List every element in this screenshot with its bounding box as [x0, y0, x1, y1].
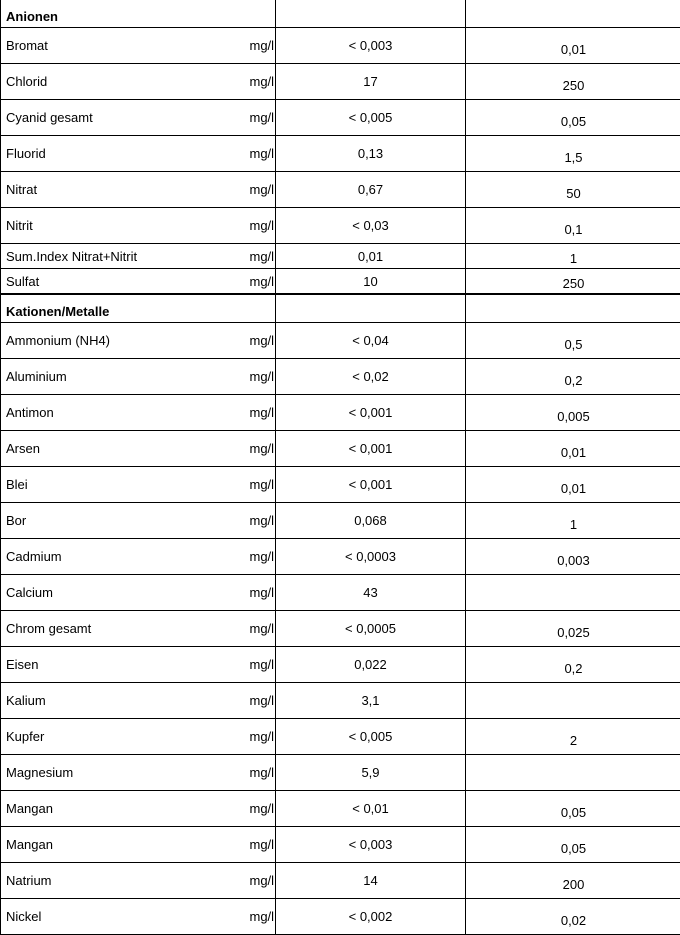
limit-value: 250	[466, 64, 680, 100]
limit-value: 1	[466, 244, 680, 269]
parameter-name: Mangan	[1, 827, 245, 863]
measured-value: < 0,003	[276, 827, 466, 863]
limit-value: 50	[466, 172, 680, 208]
measured-value: < 0,005	[276, 719, 466, 755]
section-empty-cell	[466, 0, 680, 28]
table-row	[1, 64, 680, 100]
measured-value: 0,01	[276, 244, 466, 269]
limit-value: 0,5	[466, 323, 680, 359]
table-row	[1, 395, 680, 431]
measured-value: < 0,003	[276, 28, 466, 64]
measured-value: < 0,0003	[276, 539, 466, 575]
measured-value: 3,1	[276, 683, 466, 719]
table-row	[1, 269, 680, 295]
section-title: Anionen	[1, 0, 276, 28]
table-row	[1, 431, 680, 467]
limit-value	[466, 575, 680, 611]
limit-value: 0,01	[466, 467, 680, 503]
table-row	[1, 539, 680, 575]
measured-value: 0,67	[276, 172, 466, 208]
limit-value: 0,003	[466, 539, 680, 575]
unit-cell: mg/l	[245, 28, 276, 64]
parameter-name: Aluminium	[1, 359, 245, 395]
section-empty-cell	[466, 294, 680, 323]
parameter-name: Blei	[1, 467, 245, 503]
unit-cell: mg/l	[245, 539, 276, 575]
limit-value: 0,01	[466, 28, 680, 64]
limit-value: 0,02	[466, 899, 680, 935]
parameter-name: Chrom gesamt	[1, 611, 245, 647]
section-empty-cell	[276, 294, 466, 323]
limit-value: 0,01	[466, 431, 680, 467]
measured-value: 5,9	[276, 755, 466, 791]
unit-cell: mg/l	[245, 100, 276, 136]
measured-value: 0,022	[276, 647, 466, 683]
limit-value: 0,025	[466, 611, 680, 647]
table-row	[1, 208, 680, 244]
limit-value: 0,1	[466, 208, 680, 244]
unit-cell: mg/l	[245, 323, 276, 359]
unit-cell: mg/l	[245, 683, 276, 719]
section-header	[1, 294, 680, 323]
measured-value: < 0,001	[276, 395, 466, 431]
limit-value: 250	[466, 269, 680, 295]
unit-cell: mg/l	[245, 467, 276, 503]
unit-cell: mg/l	[245, 359, 276, 395]
parameter-name: Kupfer	[1, 719, 245, 755]
unit-cell: mg/l	[245, 269, 276, 295]
unit-cell: mg/l	[245, 791, 276, 827]
table-row	[1, 359, 680, 395]
section-empty-cell	[276, 0, 466, 28]
table-row	[1, 323, 680, 359]
unit-cell: mg/l	[245, 827, 276, 863]
limit-value: 2	[466, 719, 680, 755]
parameter-name: Magnesium	[1, 755, 245, 791]
parameter-name: Sum.Index Nitrat+Nitrit	[1, 244, 245, 269]
unit-cell: mg/l	[245, 208, 276, 244]
table-row	[1, 863, 680, 899]
unit-cell: mg/l	[245, 575, 276, 611]
parameter-name: Calcium	[1, 575, 245, 611]
unit-cell: mg/l	[245, 719, 276, 755]
limit-value: 0,05	[466, 100, 680, 136]
limit-value: 0,2	[466, 647, 680, 683]
measured-value: 10	[276, 269, 466, 295]
unit-cell: mg/l	[245, 899, 276, 935]
unit-cell: mg/l	[245, 611, 276, 647]
unit-cell: mg/l	[245, 755, 276, 791]
measured-value: 43	[276, 575, 466, 611]
measured-value: < 0,03	[276, 208, 466, 244]
unit-cell: mg/l	[245, 647, 276, 683]
measured-value: < 0,0005	[276, 611, 466, 647]
parameter-name: Antimon	[1, 395, 245, 431]
parameter-name: Eisen	[1, 647, 245, 683]
table-row	[1, 575, 680, 611]
parameter-name: Bromat	[1, 28, 245, 64]
limit-value	[466, 683, 680, 719]
table-row	[1, 899, 680, 935]
table-row	[1, 611, 680, 647]
limit-value: 0,05	[466, 827, 680, 863]
table-row	[1, 647, 680, 683]
parameter-name: Nitrit	[1, 208, 245, 244]
table-row	[1, 28, 680, 64]
parameter-name: Kalium	[1, 683, 245, 719]
table-row	[1, 503, 680, 539]
measured-value: 0,068	[276, 503, 466, 539]
table-row	[1, 467, 680, 503]
section-header	[1, 0, 680, 28]
parameter-name: Chlorid	[1, 64, 245, 100]
table-row	[1, 827, 680, 863]
limit-value	[466, 755, 680, 791]
parameter-name: Sulfat	[1, 269, 245, 295]
table-row	[1, 172, 680, 208]
measured-value: < 0,01	[276, 791, 466, 827]
limit-value: 1,5	[466, 136, 680, 172]
parameter-name: Cadmium	[1, 539, 245, 575]
measured-value: < 0,001	[276, 467, 466, 503]
unit-cell: mg/l	[245, 395, 276, 431]
table-row	[1, 755, 680, 791]
parameter-name: Nitrat	[1, 172, 245, 208]
measured-value: 0,13	[276, 136, 466, 172]
unit-cell: mg/l	[245, 64, 276, 100]
table-body	[1, 0, 680, 935]
parameter-name: Mangan	[1, 791, 245, 827]
table-row	[1, 244, 680, 269]
parameter-name: Cyanid gesamt	[1, 100, 245, 136]
limit-value: 1	[466, 503, 680, 539]
parameter-name: Arsen	[1, 431, 245, 467]
unit-cell: mg/l	[245, 431, 276, 467]
unit-cell: mg/l	[245, 244, 276, 269]
measured-value: < 0,02	[276, 359, 466, 395]
measured-value: < 0,04	[276, 323, 466, 359]
measured-value: 17	[276, 64, 466, 100]
limit-value: 0,2	[466, 359, 680, 395]
measured-value: < 0,002	[276, 899, 466, 935]
table-row	[1, 136, 680, 172]
limit-value: 0,05	[466, 791, 680, 827]
parameter-name: Fluorid	[1, 136, 245, 172]
table-row	[1, 683, 680, 719]
measured-value: < 0,005	[276, 100, 466, 136]
parameter-name: Ammonium (NH4)	[1, 323, 245, 359]
unit-cell: mg/l	[245, 863, 276, 899]
measured-value: < 0,001	[276, 431, 466, 467]
section-title: Kationen/Metalle	[1, 294, 276, 323]
parameter-name: Bor	[1, 503, 245, 539]
unit-cell: mg/l	[245, 136, 276, 172]
table-row	[1, 791, 680, 827]
table-row	[1, 100, 680, 136]
table-row	[1, 719, 680, 755]
limit-value: 200	[466, 863, 680, 899]
limit-value: 0,005	[466, 395, 680, 431]
parameter-name: Natrium	[1, 863, 245, 899]
unit-cell: mg/l	[245, 172, 276, 208]
parameter-name: Nickel	[1, 899, 245, 935]
measured-value: 14	[276, 863, 466, 899]
unit-cell: mg/l	[245, 503, 276, 539]
